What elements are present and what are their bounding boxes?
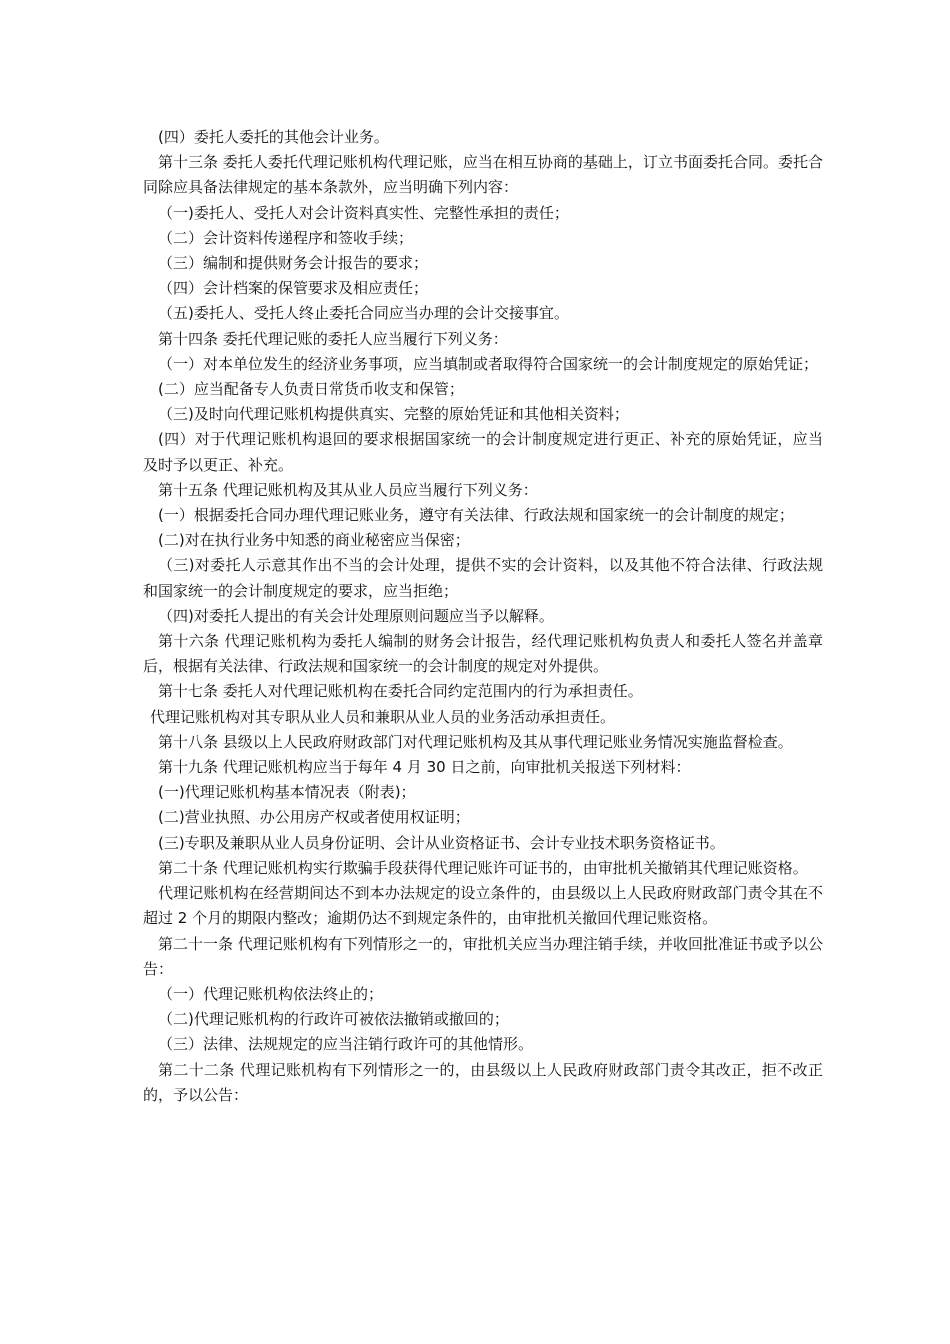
article-13-item-5: （五)委托人、受托人终止委托合同应当办理的会计交接事宜。: [158, 304, 569, 323]
article-21-item-1: （一）代理记账机构依法终止的；: [158, 984, 384, 1003]
article-14-item-4: (四）对于代理记账机构退回的要求根据国家统一的会计制度规定进行更正、补充的原始凭证，应当及时予以更正、补充。: [143, 430, 823, 474]
article-13: 第十三条 委托人委托代理记账机构代理记账，应当在相互协商的基础上，订立书面委托合同。委托合同除应具备法律规定的基本条款外，应当明确下列内容：: [143, 153, 823, 197]
article-15-item-4: （四)对委托人提出的有关会计处理原则问题应当予以解释。: [158, 606, 554, 625]
article-17-para-2: 代理记账机构对其专职从业人员和兼职从业人员的业务活动承担责任。: [150, 707, 616, 726]
article-14-item-3: （三)及时向代理记账机构提供真实、完整的原始凭证和其他相关资料；: [158, 405, 629, 424]
article-15-item-1: (一）根据委托合同办理代理记账业务，遵守有关法律、行政法规和国家统一的会计制度的规定；: [158, 506, 794, 525]
article-22: 第二十二条 代理记账机构有下列情形之一的，由县级以上人民政府财政部门责令其改正，拒不改正的，予以公告：: [143, 1060, 823, 1104]
article-18: 第十八条 县级以上人民政府财政部门对代理记账机构及其从事代理记账业务情况实施监督检查。: [158, 732, 793, 751]
article-21-item-3: （三）法律、法规规定的应当注销行政许可的其他情形。: [158, 1035, 534, 1054]
article-15: 第十五条 代理记账机构及其从业人员应当履行下列义务：: [158, 480, 538, 499]
article-13-item-2: （二）会计资料传递程序和签收手续；: [158, 228, 414, 247]
article-20: 第二十条 代理记账机构实行欺骗手段获得代理记账许可证书的，由审批机关撤销其代理记账资格。: [158, 858, 808, 877]
article-19: 第十九条 代理记账机构应当于每年 4 月 30 日之前，向审批机关报送下列材料：: [158, 758, 691, 777]
article-21-item-2: （二)代理记账机构的行政许可被依法撤销或撤回的；: [158, 1010, 509, 1029]
article-15-item-3: （三)对委托人示意其作出不当的会计处理，提供不实的会计资料，以及其他不符合法律、行政法规和国家统一的会计制度规定的要求，应当拒绝；: [143, 556, 823, 600]
article-16: 第十六条 代理记账机构为委托人编制的财务会计报告，经代理记账机构负责人和委托人签名并盖章后，根据有关法律、行政法规和国家统一的会计制度的规定对外提供。: [143, 632, 823, 676]
article-21: 第二十一条 代理记账机构有下列情形之一的，审批机关应当办理注销手续，并收回批准证书或予以公告：: [143, 934, 823, 978]
article-19-item-2: (二)营业执照、办公用房产权或者使用权证明；: [158, 808, 470, 827]
paragraph-item-4-other: (四）委托人委托的其他会计业务。: [158, 128, 389, 146]
article-14-item-1: （一）对本单位发生的经济业务事项，应当填制或者取得符合国家统一的会计制度规定的原始凭证；: [158, 354, 819, 373]
article-17: 第十七条 委托人对代理记账机构在委托合同约定范围内的行为承担责任。: [158, 682, 643, 701]
document-body: [143, 125, 823, 1108]
article-19-item-1: (一)代理记账机构基本情况表（附表)；: [158, 783, 416, 802]
article-13-item-4: （四）会计档案的保管要求及相应责任；: [158, 279, 429, 298]
article-15-item-2: (二)对在执行业务中知悉的商业秘密应当保密；: [158, 531, 470, 550]
article-20-para-2: 代理记账机构在经营期间达不到本办法规定的设立条件的，由县级以上人民政府财政部门责令其在不超过 2 个月的期限内整改；逾期仍达不到规定条件的，由审批机关撤回代理记账资格。: [143, 884, 823, 928]
article-13-item-3: （三）编制和提供财务会计报告的要求；: [158, 254, 429, 273]
article-19-item-3: (三)专职及兼职从业人员身份证明、会计从业资格证书、会计专业技术职务资格证书。: [158, 833, 725, 852]
article-13-item-1: （一)委托人、受托人对会计资料真实性、完整性承担的责任；: [158, 203, 569, 222]
article-14-item-2: (二）应当配备专人负责日常货币收支和保管；: [158, 380, 464, 399]
article-14: 第十四条 委托代理记账的委托人应当履行下列义务：: [158, 329, 508, 348]
